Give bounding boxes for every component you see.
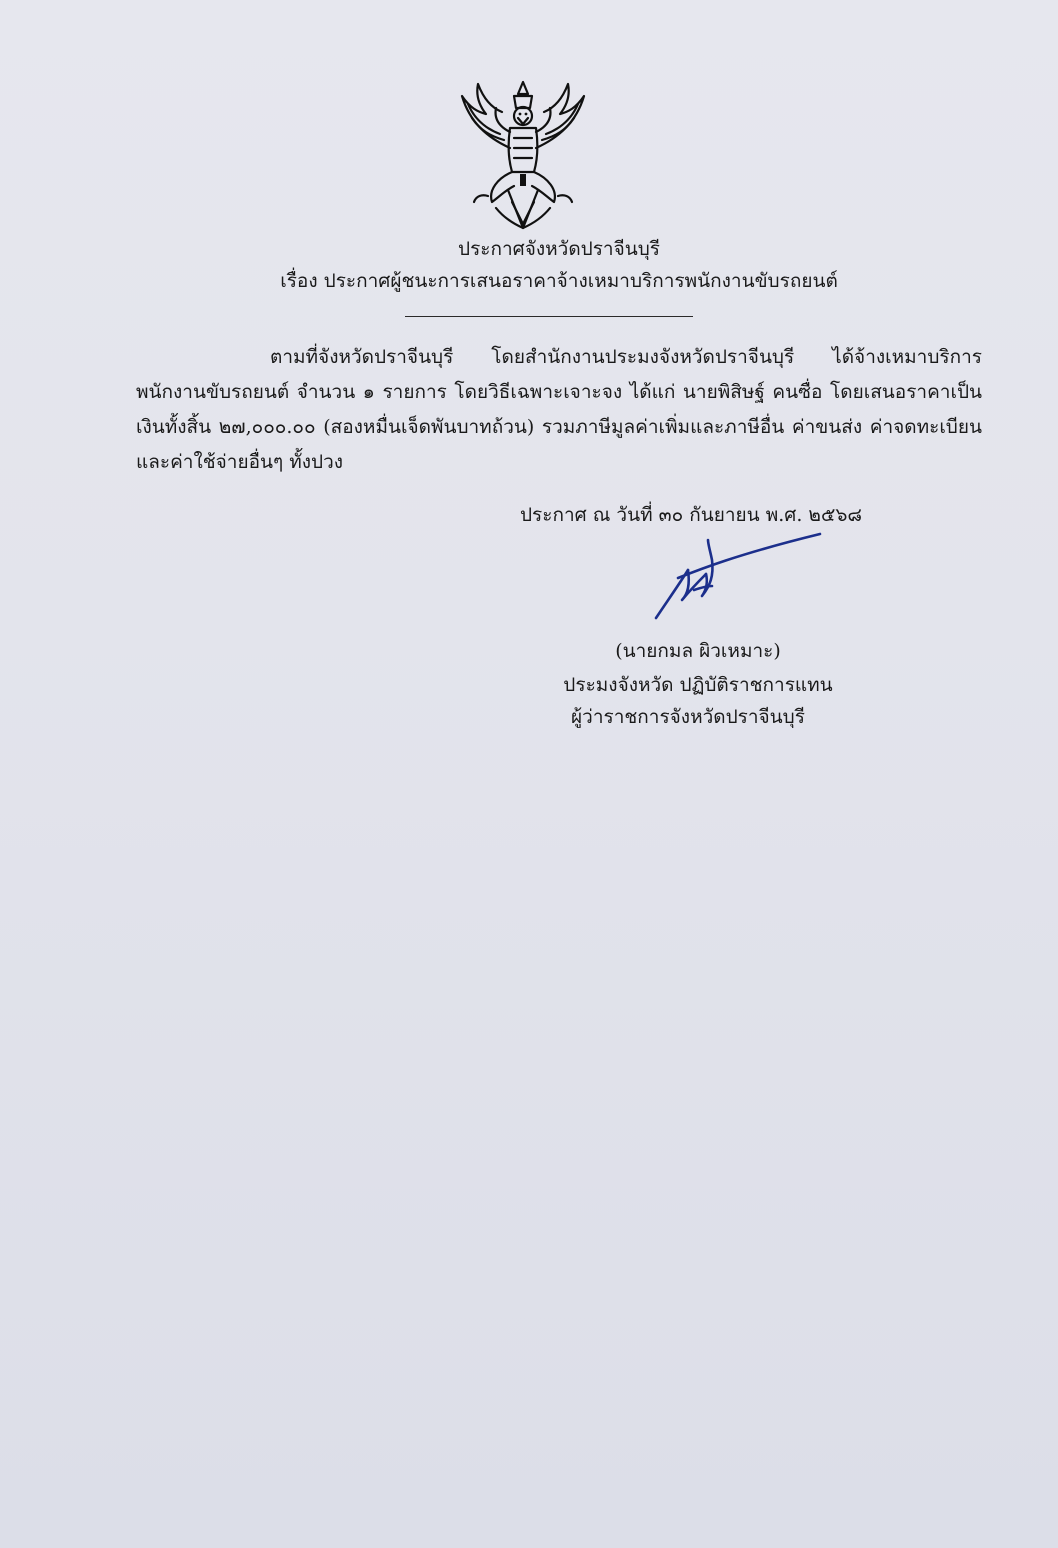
announcement-body-text: ตามที่จังหวัดปราจีนบุรี โดยสำนักงานประมงจังหวัดปราจีนบุรี ได้จ้างเหมาบริการพนักงานขับรถยนต์ จำนวน ๑ รายการ โดยวิธีเฉพาะเจาะจง ได้แก่ นายพิสิษฐ์ คนซื่อ โดยเสนอราคาเป็นเงินทั้งสิ้น ๒๗,๐๐๐.๐๐ (สองหมื่นเจ็ดพันบาทถ้วน) รวมภาษีมูลค่าเพิ่มและภาษีอื่น ค่าขนส่ง ค่าจดทะเบียน และค่าใช้จ่ายอื่นๆ ทั้งปวง [136,346,982,473]
signatory-on-behalf-of: ผู้ว่าราชการจังหวัดปราจีนบุรี [571,706,805,728]
signatory-name: (นายกมล ผิวเหมาะ) [615,640,781,662]
announcement-subject: เรื่อง ประกาศผู้ชนะการเสนอราคาจ้างเหมาบริการพนักงานขับรถยนต์ [280,270,838,292]
handwritten-signature [648,530,828,624]
signatory-position: ประมงจังหวัด ปฏิบัติราชการแทน [563,674,833,696]
announcement-title: ประกาศจังหวัดปราจีนบุรี [458,238,660,260]
title-divider [405,316,693,317]
announcement-date: ประกาศ ณ วันที่ ๓๐ กันยายน พ.ศ. ๒๕๖๘ [520,504,863,526]
garuda-emblem-icon [448,78,598,233]
announcement-body [136,340,982,480]
